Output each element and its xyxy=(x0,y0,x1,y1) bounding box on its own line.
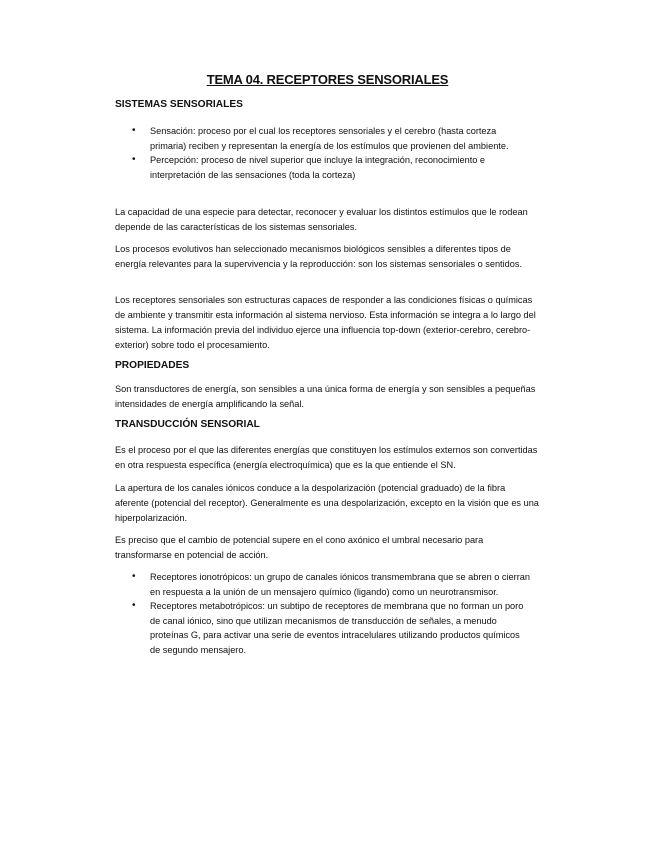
list-item xyxy=(115,599,540,657)
bullet-text: Receptores ionotrópicos: un grupo de canales iónicos transmembrana que se abren o cierran en respuesta a la unión de un mensajero químico (ligando) como un neurotransmisor. xyxy=(150,572,530,597)
paragraph: Los receptores sensoriales son estructuras capaces de responder a las condiciones físicas o químicas de ambiente y transmitir esta información al sistema nervioso. Esta información se integra a lo largo del sistema. La información previa del individuo ejerce una influencia top-down (exterior-cerebro, cerebro-exterior) sobre todo el procesamiento. xyxy=(115,295,536,350)
bullet-text: Receptores metabotrópicos: un subtipo de receptores de membrana que no forman un poro de canal iónico, sino que utilizan mecanismos de transducción de señales, a menudo proteínas G, para activar una serie de eventos intracelulares utilizando productos químicos de segundo mensajero. xyxy=(150,601,524,655)
list-item xyxy=(115,124,540,153)
paragraph: La capacidad de una especie para detectar, reconocer y evaluar los distintos estímulos que le rodean depende de las características de los sistemas sensoriales. xyxy=(115,207,528,232)
paragraph: Son transductores de energía, son sensibles a una única forma de energía y son sensibles a pequeñas intensidades de energía amplificando la señal. xyxy=(115,384,536,409)
paragraph: La apertura de los canales iónicos conduce a la despolarización (potencial graduado) de la fibra aferente (potencial del receptor). Generalmente es una despolarización, excepto en la visión que es una hiperpolarización. xyxy=(115,483,539,523)
bullet-text: Percepción: proceso de nivel superior que incluye la integración, reconocimiento e interpretación de las sensaciones (toda la corteza) xyxy=(150,155,486,180)
list-item xyxy=(115,570,540,599)
list-item xyxy=(115,153,540,182)
bullet-icon: • xyxy=(132,600,136,611)
paragraph: Los procesos evolutivos han seleccionado mecanismos biológicos sensibles a diferentes tipos de energía relevantes para la supervivencia y la reproducción: son los sistemas sensoriales o sentidos. xyxy=(115,244,523,269)
bullet-list-receptores xyxy=(115,570,540,657)
section-heading-sistemas: SISTEMAS SENSORIALES xyxy=(115,99,243,110)
paragraph: Es el proceso por el que las diferentes energías que constituyen los estímulos externos son convertidas en otra respuesta específica (energía electroquímica) que es la que entiende el SN. xyxy=(115,445,538,470)
bullet-icon: • xyxy=(132,571,136,582)
bullet-text: Sensación: proceso por el cual los receptores sensoriales y el cerebro (hasta corteza primaria) reciben y representan la energía de los estímulos que provienen del ambiente. xyxy=(150,126,509,151)
bullet-icon: • xyxy=(132,154,136,165)
page-title: TEMA 04. RECEPTORES SENSORIALES xyxy=(206,72,449,87)
bullet-icon: • xyxy=(132,125,136,136)
section-heading-propiedades: PROPIEDADES xyxy=(115,360,190,371)
section-heading-transduccion: TRANSDUCCIÓN SENSORIAL xyxy=(115,419,260,430)
bullet-list-sistemas xyxy=(115,124,540,182)
paragraph: Es preciso que el cambio de potencial supere en el cono axónico el umbral necesario para transformarse en potencial de acción. xyxy=(115,535,484,560)
